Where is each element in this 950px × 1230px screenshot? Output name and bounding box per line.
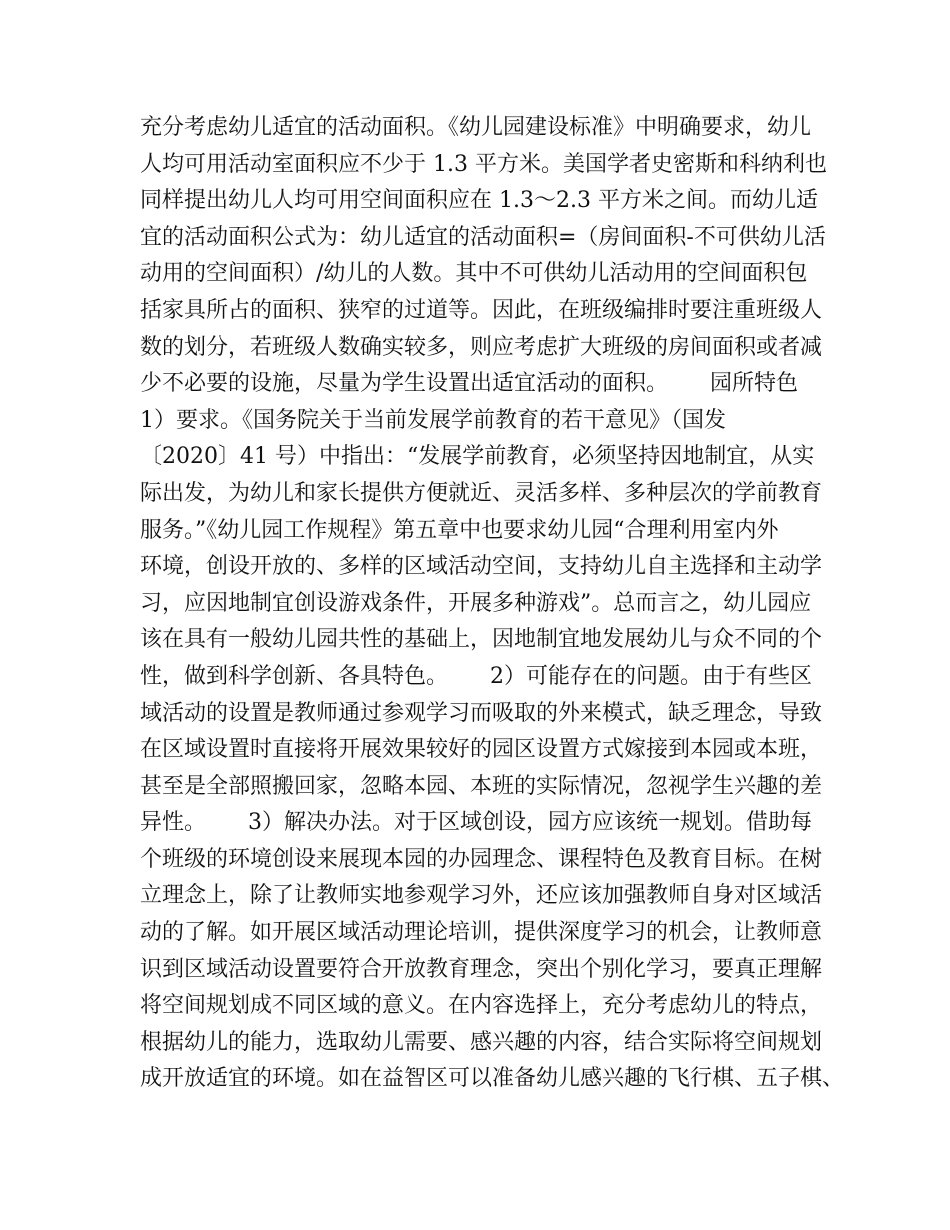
text-line: 数的划分，若班级人数确实较多，则应考虑扩大班级的房间面积或者减 [140, 334, 823, 360]
text-line: 服务。”《幼儿园工作规程》第五章中也要求幼儿园“合理利用室内外 [140, 517, 779, 543]
text-line: 识到区域活动设置要符合开放教育理念，突出个别化学习，要真正理解 [140, 956, 823, 982]
text-line: 将空间规划成不同区域的意义。在内容选择上，充分考虑幼儿的特点， [140, 993, 823, 1019]
text-line: 成开放适宜的环境。如在益智区可以准备幼儿感兴趣的飞行棋、五子棋、 [140, 1066, 845, 1092]
text-line: 异性。 3）解决办法。对于区域创设，园方应该统一规划。借助每 [140, 810, 812, 836]
text-line: 根据幼儿的能力，选取幼儿需要、感兴趣的内容，结合实际将空间规划 [140, 1029, 823, 1055]
text-line: 际出发，为幼儿和家长提供方便就近、灵活多样、多种层次的学前教育 [140, 480, 823, 506]
text-line: 动的了解。如开展区域活动理论培训，提供深度学习的机会，让教师意 [140, 920, 823, 946]
text-line: 习，应因地制宜创设游戏条件，开展多种游戏”。总而言之，幼儿园应 [140, 590, 812, 616]
text-line: 充分考虑幼儿适宜的活动面积。《幼儿园建设标准》中明确要求，幼儿 [140, 115, 812, 140]
text-line: 〔2020〕41 号）中指出：“发展学前教育，必须坚持因地制宜，从实 [140, 444, 815, 470]
text-line: 立理念上，除了让教师实地参观学习外，还应该加强教师自身对区域活 [140, 883, 823, 909]
text-line: 括家具所占的面积、狭窄的过道等。因此，在班级编排时要注重班级人 [140, 297, 823, 323]
text-line: 宜的活动面积公式为：幼儿适宜的活动面积=（房间面积-不可供幼儿活 [140, 224, 826, 250]
text-line: 少不必要的设施，尽量为学生设置出适宜活动的面积。 园所特色 [140, 371, 798, 397]
body-text [140, 110, 845, 1098]
text-line: 同样提出幼儿人均可用空间面积应在 1.3～2.3 平方米之间。而幼儿适 [140, 188, 818, 214]
text-line: 性，做到科学创新、各具特色。 2）可能存在的问题。由于有些区 [140, 663, 812, 689]
text-line: 在区域设置时直接将开展效果较好的园区设置方式嫁接到本园或本班， [140, 737, 823, 763]
text-line: 人均可用活动室面积应不少于 1.3 平方米。美国学者史密斯和科纳利也 [140, 151, 827, 177]
text-line: 该在具有一般幼儿园共性的基础上，因地制宜地发展幼儿与众不同的个 [140, 627, 823, 653]
text-line: 动用的空间面积）/幼儿的人数。其中不可供幼儿活动用的空间面积包 [140, 261, 808, 287]
text-line: 1）要求。《国务院关于当前发展学前教育的若干意见》（国发 [140, 407, 726, 433]
text-line: 域活动的设置是教师通过参观学习而吸取的外来模式，缺乏理念，导致 [140, 700, 823, 726]
text-line: 环境，创设开放的、多样的区域活动空间，支持幼儿自主选择和主动学 [140, 554, 823, 580]
text-line: 甚至是全部照搬回家，忽略本园、本班的实际情况，忽视学生兴趣的差 [140, 773, 823, 799]
text-line: 个班级的环境创设来展现本园的办园理念、课程特色及教育目标。在树 [140, 846, 823, 872]
